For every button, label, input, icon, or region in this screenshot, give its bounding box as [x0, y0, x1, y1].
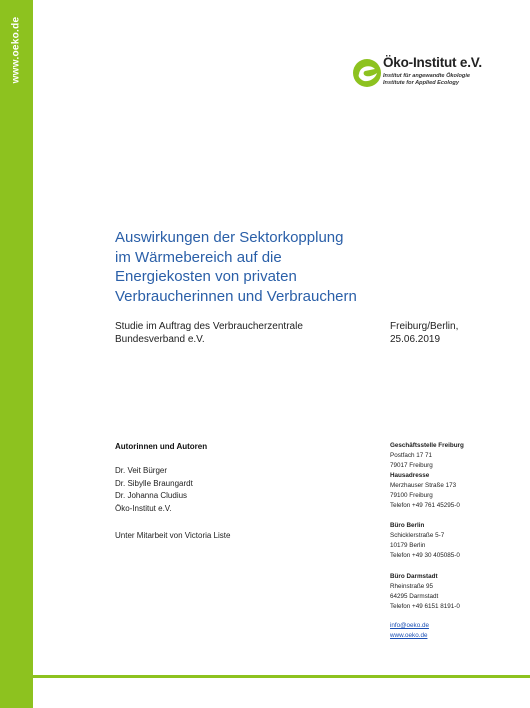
office-heading: Büro Darmstadt: [390, 573, 438, 580]
author-name: Dr. Sibylle Braungardt: [115, 478, 193, 488]
office-city: 10179 Berlin: [390, 542, 426, 549]
date-text: 25.06.2019: [390, 333, 441, 345]
office-hausadresse-heading: Hausadresse: [390, 472, 430, 479]
sidebar-website-text: www.oeko.de: [10, 16, 22, 84]
bottom-rule: [33, 675, 530, 678]
office-city: 64295 Darmstadt: [390, 593, 439, 600]
commission-note: [115, 321, 303, 346]
logo-name: Öko-Institut e.V.: [383, 55, 482, 70]
office-darmstadt: [390, 572, 460, 612]
document-title: [115, 228, 415, 306]
office-heading: Büro Berlin: [390, 522, 425, 529]
author-name: Dr. Veit Bürger: [115, 466, 168, 475]
leaf-e-logo-icon: [352, 56, 384, 88]
office-postcode: 79017 Freiburg: [390, 462, 433, 469]
office-heading: Geschäftsstelle Freiburg: [390, 442, 464, 449]
logo-subtitle-de: Institut für angewandte Ökologie: [383, 73, 471, 79]
office-phone: Telefon +49 30 405085-0: [390, 552, 460, 559]
oeko-institut-logo: [352, 54, 512, 94]
logo-subtitle-en: Institute for Applied Ecology: [383, 80, 459, 86]
office-street: Schicklerstraße 5-7: [390, 532, 445, 539]
email-link[interactable]: info@oeko.de: [390, 622, 429, 629]
author-name: Dr. Johanna Cludius: [115, 491, 188, 500]
place-date: [390, 321, 458, 346]
office-street: Merzhauser Straße 173: [390, 482, 457, 489]
author-organization: Öko-Institut e.V.: [115, 503, 172, 513]
collaboration-note: Unter Mitarbeit von Victoria Liste: [115, 531, 231, 540]
title-line: im Wärmebereich auf die: [115, 248, 282, 266]
office-postfach: Postfach 17 71: [390, 452, 433, 459]
authors-list: [115, 465, 193, 515]
green-sidebar: [0, 0, 33, 708]
authors-heading: Autorinnen und Autoren: [115, 442, 208, 451]
office-phone: Telefon +49 6151 8191-0: [390, 603, 460, 610]
office-berlin: [390, 521, 460, 561]
title-line: Energiekosten von privaten: [115, 268, 297, 285]
title-line: Auswirkungen der Sektorkopplung: [115, 229, 344, 246]
title-line: Verbraucherinnen und Verbrauchern: [115, 287, 357, 305]
office-street: Rheinstraße 95: [390, 583, 434, 590]
office-phone: Telefon +49 761 45295-0: [390, 502, 460, 509]
place-text: Freiburg/Berlin,: [390, 321, 459, 332]
commission-line: Studie im Auftrag des Verbraucherzentrale: [115, 321, 303, 332]
commission-line: Bundesverband e.V.: [115, 333, 205, 345]
website-link[interactable]: www.oeko.de: [390, 632, 428, 639]
office-city: 79100 Freiburg: [390, 492, 433, 499]
office-freiburg: [390, 441, 464, 511]
contact-links: [390, 621, 429, 641]
